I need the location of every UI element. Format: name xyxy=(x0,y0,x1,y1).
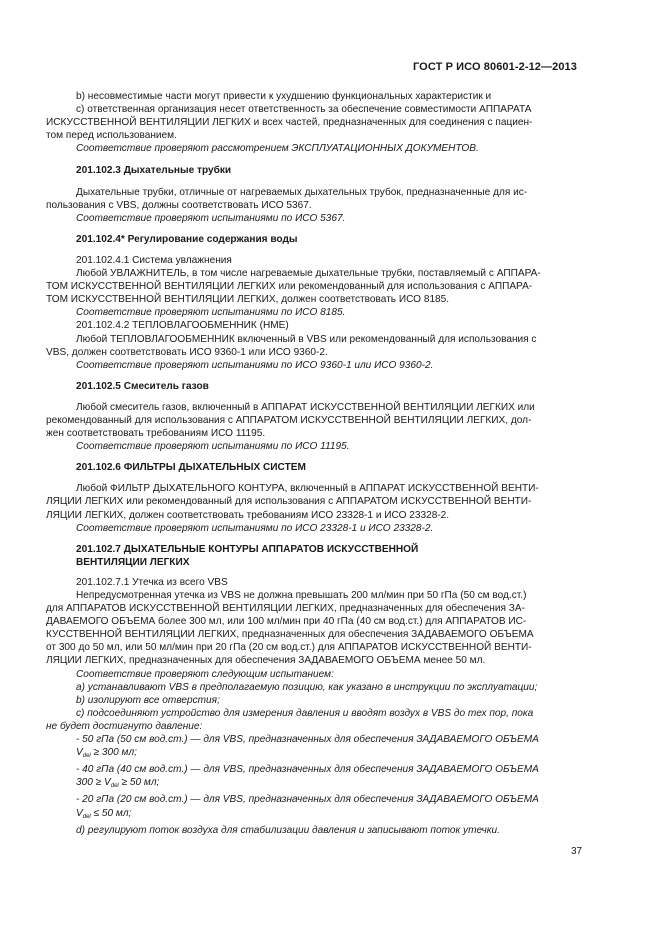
text-line: том перед использованием. xyxy=(46,130,177,142)
text-line: Дыхательные трубки, отличные от нагреваемых дыхательных трубок, предназначенные для ис- xyxy=(76,186,528,198)
section-heading: 201.102.4* Регулирование содержания воды xyxy=(76,233,298,245)
heading-line: ВЕНТИЛЯЦИИ ЛЕГКИХ xyxy=(76,556,190,568)
heading-line: 201.102.7 ДЫХАТЕЛЬНЫЕ КОНТУРЫ АППАРАТОВ ИСКУССТВЕННОЙ xyxy=(76,543,419,555)
section-heading: 201.102.6 ФИЛЬТРЫ ДЫХАТЕЛЬНЫХ СИСТЕМ xyxy=(76,462,306,474)
subsection-heading: 201.102.4.1 Система увлажнения xyxy=(76,254,232,266)
pressure-item: - 50 гПа (50 см вод.ст.) — для VBS, предназначенных для обеспечения ЗАДАВАЕМОГО ОБЪЕМА xyxy=(76,734,539,746)
compliance-note: Соответствие проверяют испытаниями по ИСО 23328-1 и ИСО 23328-2. xyxy=(76,522,434,534)
text-line: ИСКУССТВЕННОЙ ВЕНТИЛЯЦИИ ЛЕГКИХ и всех частей, предназначенных для соединения с пациен- xyxy=(46,117,533,129)
text-line: Любой ТЕПЛОВЛАГООБМЕННИК включенный в VBS или рекомендованный для использования с xyxy=(76,333,537,345)
section-heading: 201.102.3 Дыхательные трубки xyxy=(76,165,232,177)
text-line: рекомендованный для использования с АППАРАТОМ ИСКУССТВЕННОЙ ВЕНТИЛЯЦИИ ЛЕГКИХ, дол- xyxy=(46,414,532,426)
compliance-note: Соответствие проверяют рассмотрением ЭКСПЛУАТАЦИОННЫХ ДОКУМЕНТОВ. xyxy=(76,143,479,155)
pressure-item-cont: $V_{del} \ge 300$ мл; xyxy=(76,747,137,760)
pressure-item-cont: $V_{del} \le 50$ мл; xyxy=(76,807,132,820)
text-line: ЛЯЦИИ ЛЕГКИХ, должен соответствовать требованиям ИСО 23328-1 и ИСО 23328-2. xyxy=(46,509,450,521)
compliance-note: Соответствие проверяют испытаниями по ИСО 9360-1 или ИСО 9360-2. xyxy=(76,359,434,371)
page-number: 37 xyxy=(571,846,583,857)
text-line: жен соответствовать требованиям ИСО 11195. xyxy=(46,428,266,440)
pressure-item: - 40 гПа (40 см вод.ст.) — для VBS, предназначенных для обеспечения ЗАДАВАЕМОГО ОБЪЕМА xyxy=(76,764,539,776)
text-line: ЛЯЦИИ ЛЕГКИХ или рекомендованный для использования с АППАРАТОМ ИСКУССТВЕННОЙ ВЕНТИ- xyxy=(46,496,532,508)
test-step-d: d) регулируют поток воздуха для стабилизации давления и записывают поток утечки. xyxy=(76,824,500,836)
text-line: для АППАРАТОВ ИСКУССТВЕННОЙ ВЕНТИЛЯЦИИ ЛЕГКИХ, предназначенных для обеспечения ЗА- xyxy=(46,603,525,615)
pressure-item: - 20 гПа (20 см вод.ст.) — для VBS, предназначенных для обеспечения ЗАДАВАЕМОГО ОБЪЕМА xyxy=(76,794,539,806)
text-line: VBS, должен соответствовать ИСО 9360-1 или ИСО 9360-2. xyxy=(46,346,328,358)
subsection-heading: 201.102.7.1 Утечка из всего VBS xyxy=(76,576,228,588)
section-heading xyxy=(76,543,584,569)
section-heading: 201.102.5 Смеситель газов xyxy=(76,380,209,392)
text-line: КУССТВЕННОЙ ВЕНТИЛЯЦИИ ЛЕГКИХ, предназначенных для обеспечения ЗАДАВАЕМОГО ОБЪЕМА xyxy=(46,629,534,641)
document-header: ГОСТ Р ИСО 80601-2-12—2013 xyxy=(412,61,577,73)
page-body xyxy=(46,90,584,837)
text-line: Любой ФИЛЬТР ДЫХАТЕЛЬНОГО КОНТУРА, включенный в АППАРАТ ИСКУССТВЕННОЙ ВЕНТИ- xyxy=(76,483,539,495)
text-line: b) несовместимые части могут привести к ухудшению функциональных характеристик и xyxy=(76,91,492,102)
test-step-c: c) подсоединяют устройство для измерения давления и вводят воздух в VBS до тех пор, пока xyxy=(76,707,534,719)
text-line: c) ответственная организация несет ответственность за обеспечение совместимости АППАРАТА xyxy=(76,104,532,116)
text-line: Любой смеситель газов, включенный в АППАРАТ ИСКУССТВЕННОЙ ВЕНТИЛЯЦИИ ЛЕГКИХ или xyxy=(76,401,535,413)
subsection-heading: 201.102.4.2 ТЕПЛОВЛАГООБМЕННИК (НМЕ) xyxy=(76,320,289,332)
compliance-note: Соответствие проверяют испытаниями по ИСО 5367. xyxy=(76,212,346,224)
text-line: Любой УВЛАЖНИТЕЛЬ, в том числе нагреваемые дыхательные трубки, поставляемый с АППАРА- xyxy=(76,268,541,280)
text-line: ДАВАЕМОГО ОБЪЕМА более 300 мл, или 100 мл/мин при 40 гПа (40 см вод.ст.) для АППАРАТОВ ИС- xyxy=(46,616,527,628)
text-line: ТОМ ИСКУССТВЕННОЙ ВЕНТИЛЯЦИИ ЛЕГКИХ или рекомендованный для использования с АППАРА- xyxy=(46,281,533,293)
text-line: не будет достигнуто давление: xyxy=(46,720,203,732)
list-item-c xyxy=(46,103,584,142)
text-line: ЛЯЦИИ ЛЕГКИХ, предназначенных для обеспечения ЗАДАВАЕМОГО ОБЪЕМА менее 50 мл. xyxy=(46,655,486,667)
test-procedure xyxy=(46,668,584,837)
test-step-a: a) устанавливают VBS в предполагаемую позицию, как указано в инструкции по эксплуатации; xyxy=(76,681,538,693)
text-line: Непредусмотренная утечка из VBS не должна превышать 200 мл/мин при 50 гПа (50 см вод.ст.) xyxy=(76,590,527,601)
text-line: ТОМ ИСКУССТВЕННОЙ ВЕНТИЛЯЦИИ ЛЕГКИХ, должен соответствовать ИСО 8185. xyxy=(46,294,450,306)
pressure-item-cont: $300 \ge V_{del} \ge 50$ мл; xyxy=(76,777,160,790)
compliance-note: Соответствие проверяют испытаниями по ИСО 11195. xyxy=(76,441,350,453)
text-line: Соответствие проверяют следующим испытанием: xyxy=(76,668,334,680)
list-item-b xyxy=(76,90,584,103)
compliance-note: Соответствие проверяют испытаниями по ИСО 8185. xyxy=(76,307,346,319)
text-line: пользования с VBS, должны соответствовать ИСО 5367. xyxy=(46,199,312,211)
test-step-b: b) изолируют все отверстия; xyxy=(76,694,220,706)
text-line: от 300 до 50 мл, или 50 мл/мин при 20 гПа (20 см вод.ст.) для АППАРАТОВ ИСКУССТВЕННОЙ ВЕНТИ- xyxy=(46,642,532,654)
